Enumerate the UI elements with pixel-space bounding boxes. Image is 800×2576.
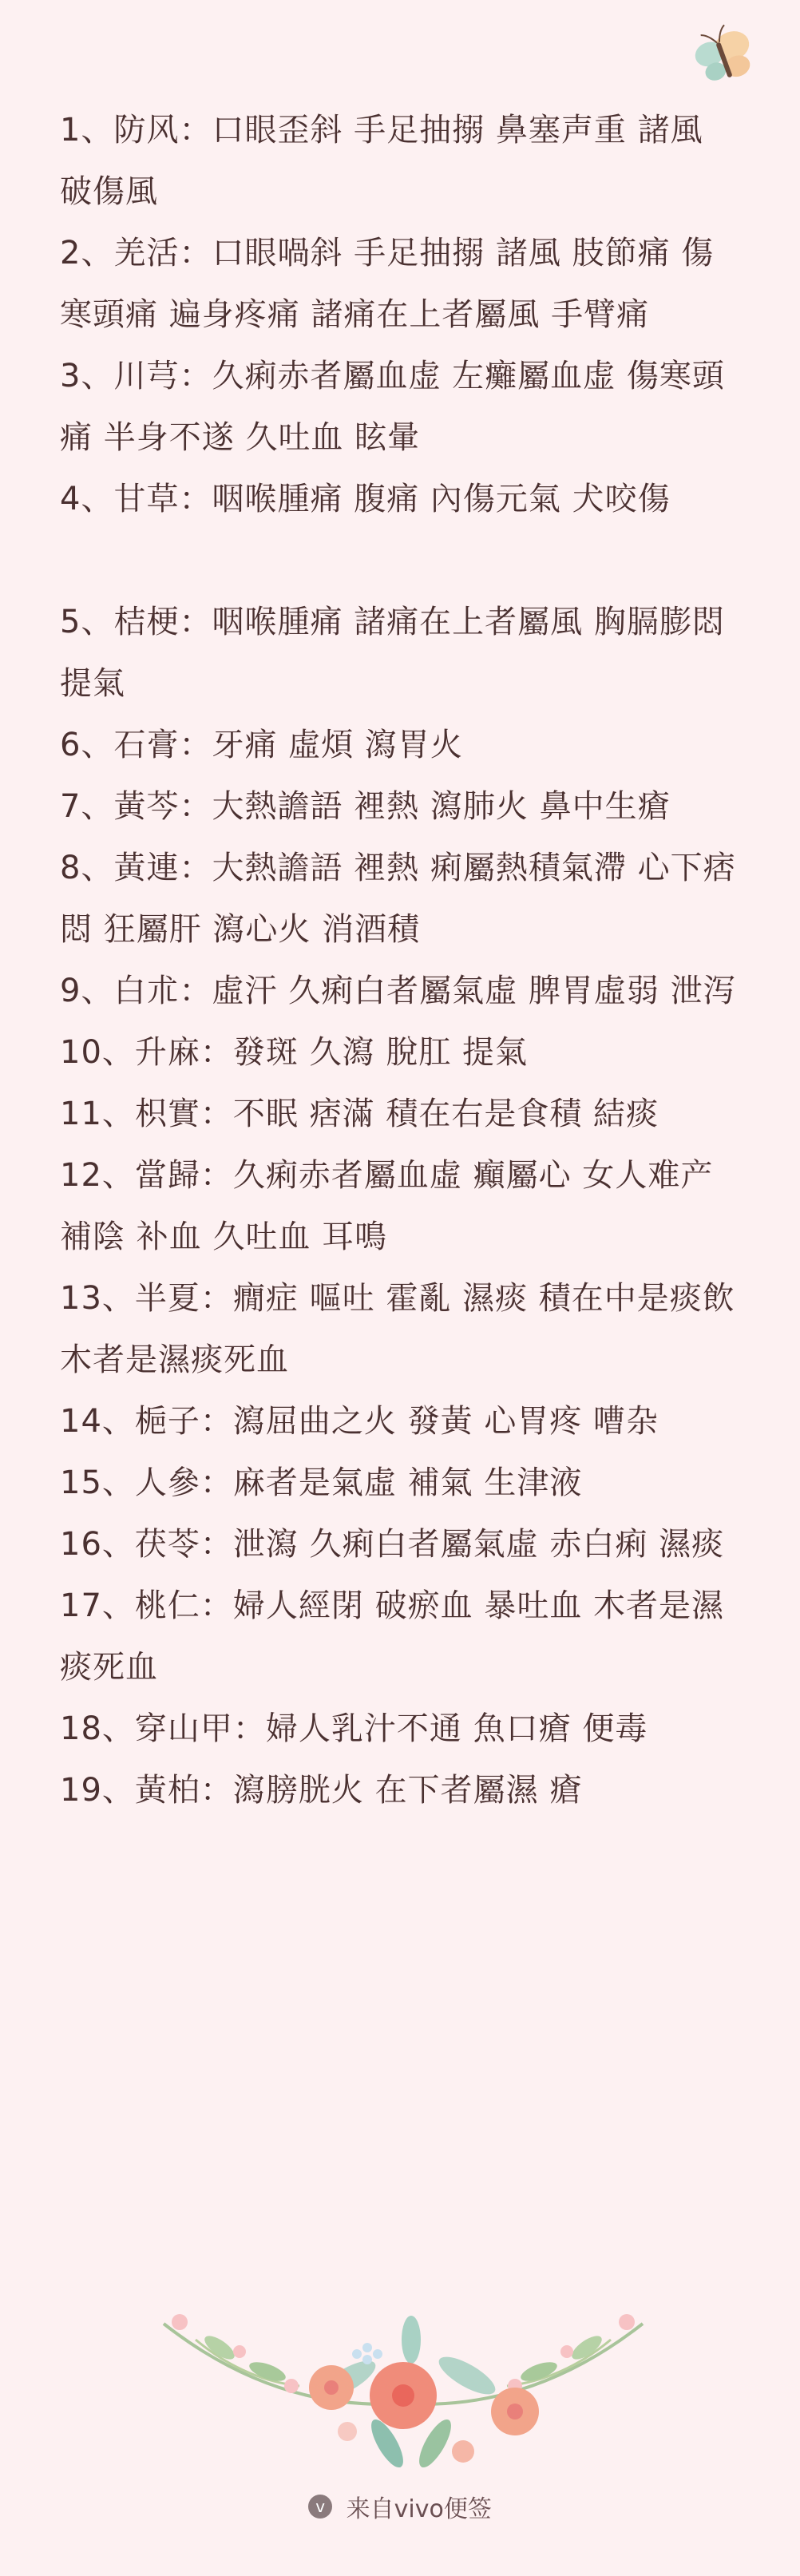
entry-6: 6、石膏：牙痛 虛煩 瀉胃火 [60,727,463,763]
entry-8: 8、黃連：大熱譫語 裡熱 痢屬熱積氣滯 心下痞悶 狂屬肝 瀉心火 消酒積 [60,850,736,948]
footer-text: 来自vivo便签 [346,2495,492,2523]
entry-4: 4、甘草：咽喉腫痛 腹痛 內傷元氣 犬咬傷 [60,481,671,517]
entry-13: 13、半夏：癇症 嘔吐 霍亂 濕痰 積在中是痰飲 木者是濕痰死血 [60,1280,735,1378]
entry-2: 2、羌活：口眼喎斜 手足抽搦 諸風 肢節痛 傷寒頭痛 遍身疼痛 諸痛在上者屬風 手臂痛 [60,235,715,333]
vivo-logo-icon: v [308,2495,332,2519]
blank-line [60,530,747,592]
note-body[interactable] [60,100,747,1821]
app-footer [0,2489,800,2524]
entry-1: 1、防风：口眼歪斜 手足抽搦 鼻塞声重 諸風 破傷風 [60,112,703,210]
entry-19: 19、黃柏：瀉膀胱火 在下者屬濕 瘡 [60,1772,583,1809]
entry-12: 12、當歸：久痢赤者屬血虛 癲屬心 女人难产 補陰 补血 久吐血 耳鳴 [60,1157,714,1255]
entry-14: 14、梔子：瀉屈曲之火 發黃 心胃疼 嘈杂 [60,1403,659,1440]
entry-15: 15、人參：麻者是氣虛 補氣 生津液 [60,1464,583,1501]
entry-3: 3、川芎：久痢赤者屬血虚 左癱屬血虚 傷寒頭痛 半身不遂 久吐血 眩暈 [60,358,725,456]
butterfly-icon [688,24,760,96]
entry-11: 11、枳實：不眠 痞滿 積在右是食積 結痰 [60,1096,659,1132]
entry-10: 10、升麻：發斑 久瀉 脫肛 提氣 [60,1034,529,1071]
entry-5: 5、桔梗：咽喉腫痛 諸痛在上者屬風 胸膈膨悶 提氣 [60,604,725,702]
entry-18: 18、穿山甲：婦人乳汁不通 魚口瘡 便毒 [60,1710,648,1747]
entry-17: 17、桃仁：婦人經閉 破瘀血 暴吐血 木者是濕痰死血 [60,1587,725,1686]
flower-garland-icon [148,2292,659,2483]
entry-16: 16、茯苓：泄瀉 久痢白者屬氣虛 赤白痢 濕痰 [60,1526,725,1563]
entry-7: 7、黃芩：大熱譫語 裡熱 瀉肺火 鼻中生瘡 [60,788,671,825]
entry-9: 9、白朮：虛汗 久痢白者屬氣虛 脾胃虛弱 泄泻 [60,973,736,1009]
